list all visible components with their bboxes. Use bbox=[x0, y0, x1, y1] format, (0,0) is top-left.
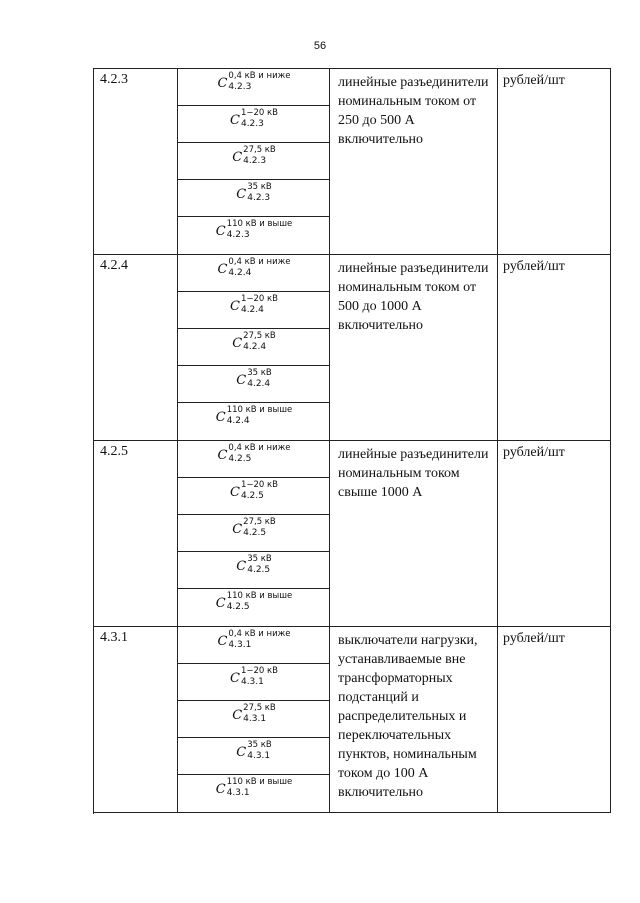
tariff-param-cell bbox=[178, 441, 329, 478]
symbol-letter: C bbox=[215, 782, 226, 797]
tariff-symbol bbox=[178, 667, 330, 687]
tariff-symbol bbox=[178, 369, 330, 389]
voltage-superscript: 35 кВ bbox=[247, 368, 272, 378]
voltage-superscript: 35 кВ bbox=[247, 554, 272, 564]
code-subscript: 4.2.4 bbox=[240, 305, 264, 315]
code-subscript: 4.2.3 bbox=[240, 119, 264, 129]
voltage-superscript: 35 кВ bbox=[247, 182, 272, 192]
tariff-symbol bbox=[178, 295, 330, 315]
tariff-param-cell bbox=[178, 366, 329, 403]
row-unit: рублей/шт bbox=[498, 441, 611, 626]
tariff-param-cell bbox=[178, 69, 329, 106]
symbol-letter: C bbox=[230, 671, 240, 686]
tariff-param-cell bbox=[178, 180, 329, 217]
table-row bbox=[94, 69, 611, 255]
voltage-superscript: 27,5 кВ bbox=[243, 331, 276, 341]
tariff-param-cell bbox=[178, 589, 329, 626]
symbol-letter: C bbox=[232, 150, 243, 165]
code-subscript: 4.2.5 bbox=[243, 528, 267, 538]
tariff-symbol bbox=[178, 704, 330, 724]
tariff-param-cell bbox=[178, 515, 329, 552]
row-code: 4.3.1 bbox=[94, 627, 178, 812]
code-subscript: 4.2.5 bbox=[240, 491, 264, 501]
tariff-symbol bbox=[178, 518, 330, 538]
code-subscript: 4.2.3 bbox=[247, 193, 271, 203]
tariff-symbol bbox=[178, 146, 330, 166]
voltage-superscript: 0,4 кВ и ниже bbox=[228, 71, 291, 81]
voltage-superscript: 1−20 кВ bbox=[240, 666, 278, 676]
tariff-param-cell bbox=[178, 255, 329, 292]
symbol-letter: C bbox=[232, 522, 243, 537]
code-subscript: 4.2.4 bbox=[226, 416, 250, 426]
symbol-letter: C bbox=[217, 76, 228, 91]
tariff-symbol bbox=[178, 444, 330, 464]
code-subscript: 4.3.1 bbox=[247, 751, 271, 761]
code-subscript: 4.2.5 bbox=[226, 602, 250, 612]
row-description: линейные разъединители номинальным током от 250 до 500 А включительно bbox=[330, 69, 498, 254]
tariff-param-cell bbox=[178, 106, 329, 143]
tariff-symbol bbox=[178, 592, 330, 612]
tariff-param-cell bbox=[178, 701, 329, 738]
code-subscript: 4.2.5 bbox=[228, 454, 252, 464]
row-unit: рублей/шт bbox=[498, 627, 611, 812]
tariff-param-cell bbox=[178, 627, 329, 664]
tariff-param-cell bbox=[178, 292, 329, 329]
page-number: 56 bbox=[313, 40, 327, 52]
tariff-symbol bbox=[178, 406, 330, 426]
symbol-letter: C bbox=[230, 113, 240, 128]
row-description: линейные разъединители номинальным током свыше 1000 А bbox=[330, 441, 498, 626]
tariff-symbol bbox=[178, 630, 330, 650]
voltage-superscript: 110 кВ и выше bbox=[226, 405, 293, 415]
code-subscript: 4.2.4 bbox=[247, 379, 271, 389]
symbol-letter: C bbox=[232, 336, 243, 351]
code-subscript: 4.2.3 bbox=[243, 156, 267, 166]
code-subscript: 4.2.3 bbox=[226, 230, 250, 240]
tariff-symbol bbox=[178, 109, 330, 129]
symbol-letter: C bbox=[215, 224, 226, 239]
symbol-letter: C bbox=[232, 708, 243, 723]
row-code: 4.2.4 bbox=[94, 255, 178, 440]
code-subscript: 4.2.4 bbox=[228, 268, 252, 278]
tariff-symbol bbox=[178, 258, 330, 278]
voltage-superscript: 27,5 кВ bbox=[243, 517, 276, 527]
tariff-param-cell bbox=[178, 217, 329, 254]
code-subscript: 4.3.1 bbox=[243, 714, 267, 724]
tariff-param-cell bbox=[178, 775, 329, 812]
row-unit: рублей/шт bbox=[498, 255, 611, 440]
voltage-superscript: 27,5 кВ bbox=[243, 703, 276, 713]
tariff-symbol bbox=[178, 72, 330, 92]
table-row bbox=[94, 441, 611, 627]
code-subscript: 4.2.5 bbox=[247, 565, 271, 575]
symbol-letter: C bbox=[217, 634, 228, 649]
code-subscript: 4.3.1 bbox=[228, 640, 252, 650]
symbol-letter: C bbox=[215, 410, 226, 425]
tariff-params bbox=[178, 627, 330, 812]
voltage-superscript: 0,4 кВ и ниже bbox=[228, 443, 291, 453]
symbol-letter: C bbox=[236, 559, 247, 574]
tariff-symbol bbox=[178, 220, 330, 240]
symbol-letter: C bbox=[215, 596, 226, 611]
tariff-params bbox=[178, 441, 330, 626]
symbol-letter: C bbox=[236, 373, 247, 388]
voltage-superscript: 0,4 кВ и ниже bbox=[228, 629, 291, 639]
tariff-symbol bbox=[178, 183, 330, 203]
voltage-superscript: 1−20 кВ bbox=[240, 294, 278, 304]
symbol-letter: C bbox=[230, 485, 240, 500]
code-subscript: 4.2.3 bbox=[228, 82, 252, 92]
tariff-symbol bbox=[178, 741, 330, 761]
voltage-superscript: 110 кВ и выше bbox=[226, 219, 293, 229]
symbol-letter: C bbox=[217, 448, 228, 463]
table-row bbox=[94, 255, 611, 441]
code-subscript: 4.2.4 bbox=[243, 342, 267, 352]
tariff-symbol bbox=[178, 555, 330, 575]
row-code: 4.2.3 bbox=[94, 69, 178, 254]
row-code: 4.2.5 bbox=[94, 441, 178, 626]
symbol-letter: C bbox=[236, 745, 247, 760]
tariff-symbol bbox=[178, 481, 330, 501]
symbol-letter: C bbox=[236, 187, 247, 202]
voltage-superscript: 110 кВ и выше bbox=[226, 591, 293, 601]
symbol-letter: C bbox=[217, 262, 228, 277]
tariff-param-cell bbox=[178, 664, 329, 701]
table-row bbox=[94, 627, 611, 813]
tariff-param-cell bbox=[178, 143, 329, 180]
tariff-param-cell bbox=[178, 403, 329, 440]
voltage-superscript: 35 кВ bbox=[247, 740, 272, 750]
tariff-param-cell bbox=[178, 552, 329, 589]
voltage-superscript: 110 кВ и выше bbox=[226, 777, 293, 787]
row-description: линейные разъединители номинальным током от 500 до 1000 А включительно bbox=[330, 255, 498, 440]
voltage-superscript: 1−20 кВ bbox=[240, 108, 278, 118]
tariff-symbol bbox=[178, 778, 330, 798]
voltage-superscript: 0,4 кВ и ниже bbox=[228, 257, 291, 267]
voltage-superscript: 1−20 кВ bbox=[240, 480, 278, 490]
voltage-superscript: 27,5 кВ bbox=[243, 145, 276, 155]
code-subscript: 4.3.1 bbox=[240, 677, 264, 687]
tariff-params bbox=[178, 69, 330, 254]
code-subscript: 4.3.1 bbox=[226, 788, 250, 798]
tariff-param-cell bbox=[178, 329, 329, 366]
tariff-param-cell bbox=[178, 478, 329, 515]
tariff-symbol bbox=[178, 332, 330, 352]
tariff-params bbox=[178, 255, 330, 440]
symbol-letter: C bbox=[230, 299, 240, 314]
row-description: выключатели нагрузки, устанавливаемые вне трансформаторных подстанций и распределительных и переключательных пунктов, номинальным током до 100 А включительно bbox=[330, 627, 498, 812]
row-unit: рублей/шт bbox=[498, 69, 611, 254]
tariff-param-cell bbox=[178, 738, 329, 775]
rates-table bbox=[93, 68, 611, 814]
